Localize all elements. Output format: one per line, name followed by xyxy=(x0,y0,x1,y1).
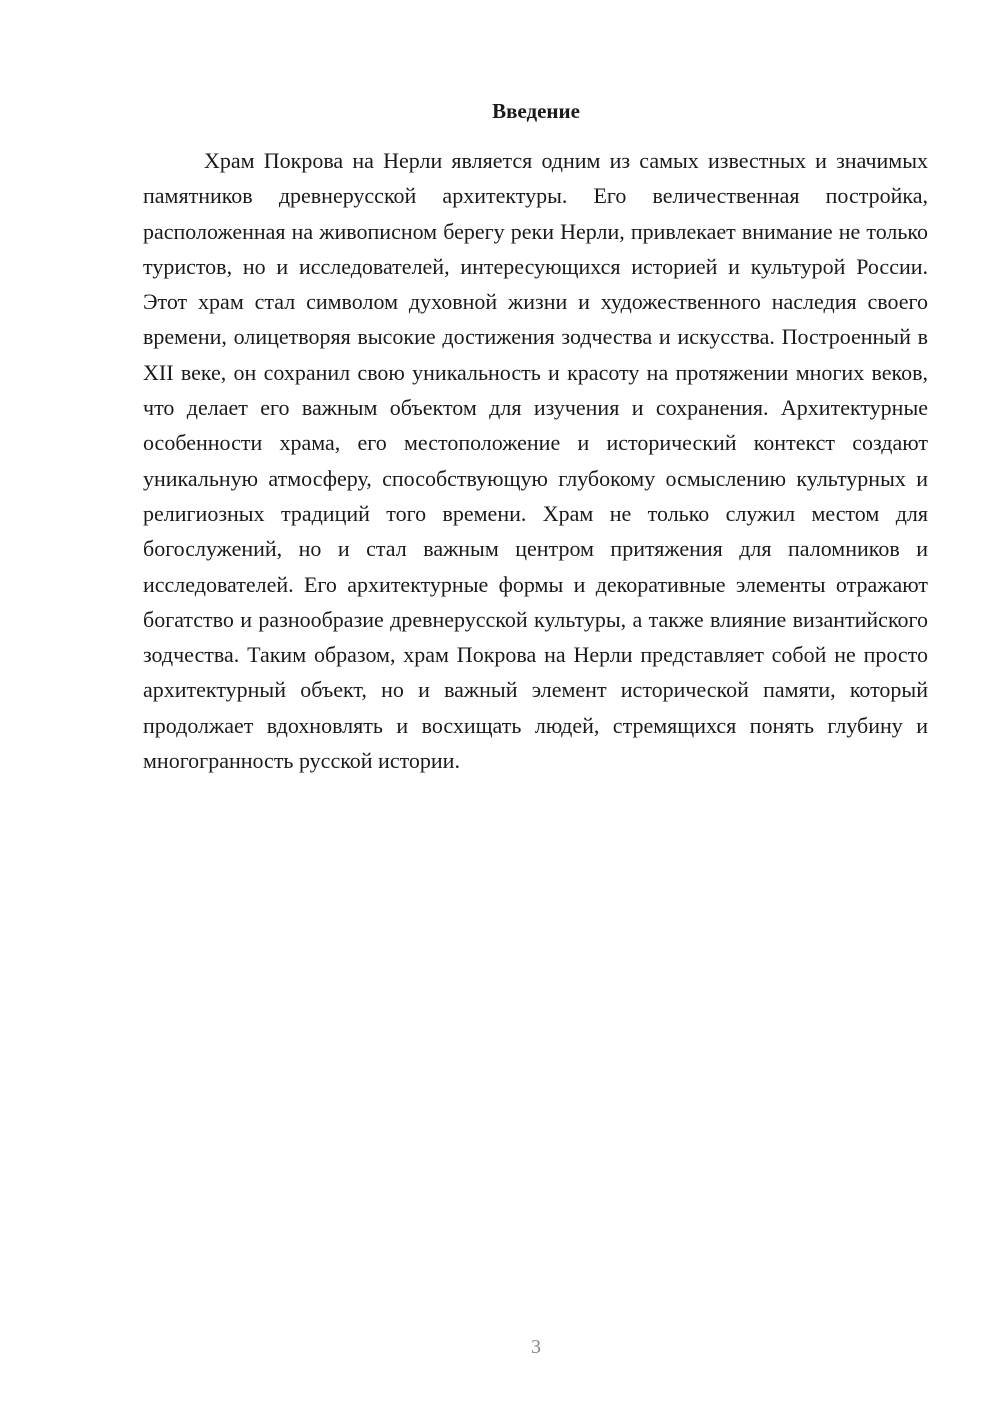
body-paragraph: Храм Покрова на Нерли является одним из самых известных и значимых памятников древнерусской архитектуры. Его величественная постройка, расположенная на живописном берегу реки Нерли, привлекает внимание не только туристов, но и исследователей, интересующихся историей и культурой России. Этот храм стал символом духовной жизни и художественного наследия своего времени, олицетворяя высокие достижения зодчества и искусства. Построенный в XII веке, он сохранил свою уникальность и красоту на протяжении многих веков, что делает его важным объектом для изучения и сохранения. Архитектурные особенности храма, его местоположение и исторический контекст создают уникальную атмосферу, способствующую глубокому осмыслению культурных и религиозных традиций того времени. Храм не только служил местом для богослужений, но и стал важным центром притяжения для паломников и исследователей. Его архитектурные формы и декоративные элементы отражают богатство и разнообразие древнерусской культуры, а также влияние византийского зодчества. Таким образом, храм Покрова на Нерли представляет собой не просто архитектурный объект, но и важный элемент исторической памяти, который продолжает вдохновлять и восхищать людей, стремящихся понять глубину и многогранность русской истории. xyxy=(143,148,928,774)
page-number: 3 xyxy=(531,1336,541,1358)
section-heading: Введение xyxy=(492,99,580,123)
